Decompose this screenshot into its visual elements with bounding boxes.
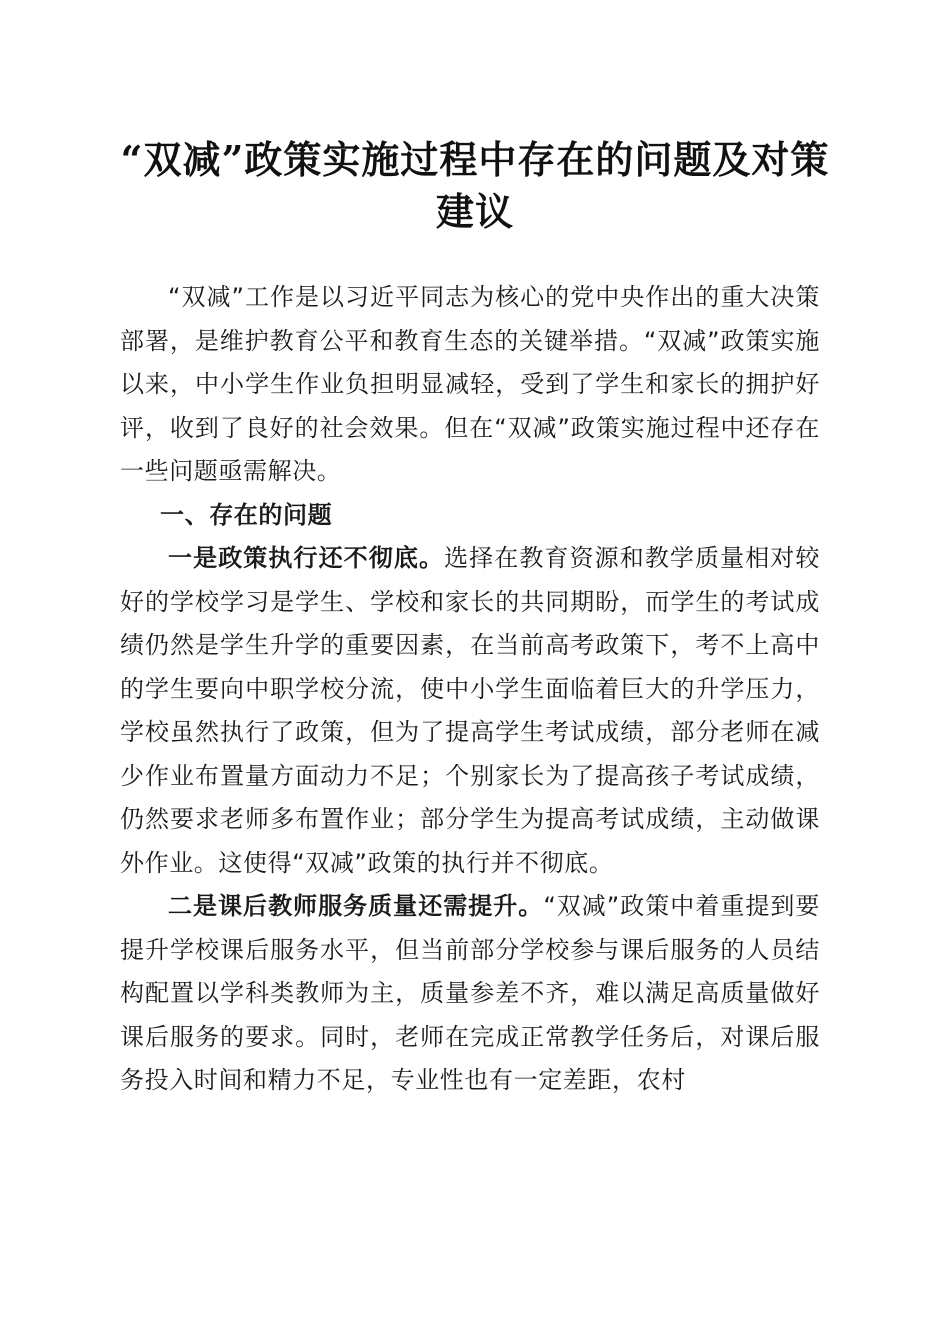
document-body [120, 276, 820, 1103]
point-one-paragraph [120, 537, 820, 885]
document-title: “双减”政策实施过程中存在的问题及对策建议 [120, 137, 830, 234]
point-two-paragraph [120, 885, 820, 1103]
intro-paragraph: “双减”工作是以习近平同志为核心的党中央作出的重大决策部署，是维护教育公平和教育生态的关键举措。“双减”政策实施以来，中小学生作业负担明显减轻，受到了学生和家长的拥护好评，收到了良好的社会效果。但在“双减”政策实施过程中还存在一些问题亟需解决。 [120, 283, 820, 485]
point-two-lead: 二是课后教师服务质量还需提升。 [168, 892, 544, 920]
section-heading: 一、存在的问题 [160, 500, 333, 529]
point-one-lead: 一是政策执行还不彻底。 [168, 544, 445, 572]
point-two-text: “双减”政策中着重提到要提升学校课后服务水平，但当前部分学校参与课后服务的人员结构配置以学科类教师为主，质量参差不齐，难以满足高质量做好课后服务的要求。同时，老师在完成正常教学任务后，对课后服务投入时间和精力不足，专业性也有一定差距，农村 [120, 892, 820, 1094]
point-one-text: 选择在教育资源和教学质量相对较好的学校学习是学生、学校和家长的共同期盼，而学生的考试成绩仍然是学生升学的重要因素，在当前高考政策下，考不上高中的学生要向中职学校分流，使中小学生面临着巨大的升学压力，学校虽然执行了政策，但为了提高学生考试成绩，部分老师在减少作业布置量方面动力不足；个别家长为了提高孩子考试成绩，仍然要求老师多布置作业；部分学生为提高考试成绩，主动做课外作业。这使得“双减”政策的执行并不彻底。 [120, 544, 820, 877]
